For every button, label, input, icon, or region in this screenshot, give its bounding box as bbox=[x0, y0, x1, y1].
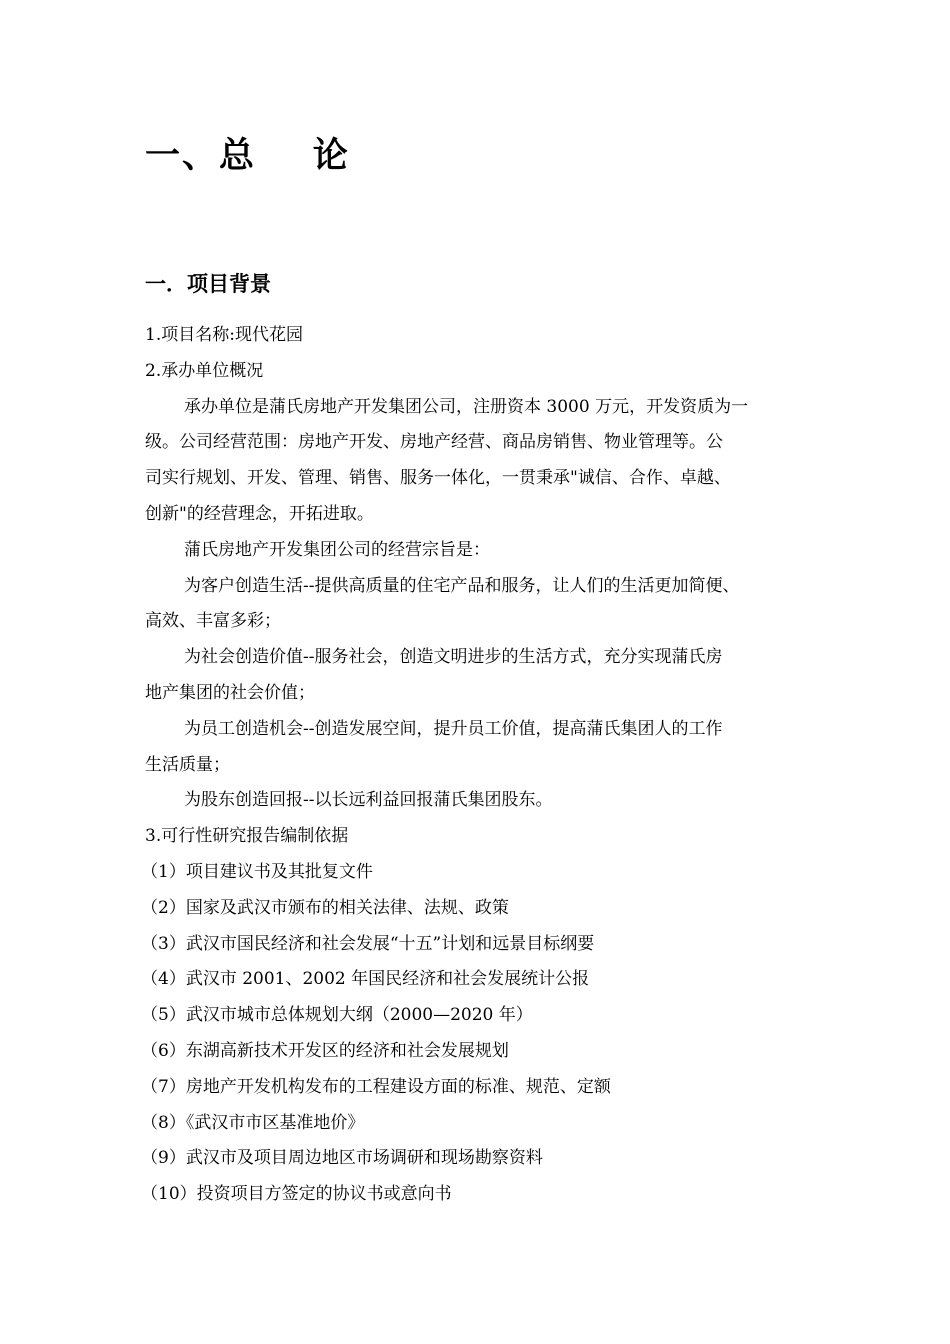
item-feasibility-basis: 3.可行性研究报告编制依据 bbox=[145, 826, 349, 847]
list-item: （6）东湖高新技术开发区的经济和社会发展规划 bbox=[141, 1040, 509, 1061]
list-item: （5）武汉市城市总体规划大纲（2000—2020 年） bbox=[141, 1005, 533, 1026]
paragraph-line: 地产集团的社会价值； bbox=[145, 682, 315, 703]
list-item: （2）国家及武汉市颁布的相关法律、法规、政策 bbox=[141, 897, 509, 918]
list-item: （8）《武汉市市区基准地价》 bbox=[141, 1112, 365, 1133]
chapter-title: 一、总 论 bbox=[145, 136, 350, 176]
paragraph-line: 级。公司经营范围：房地产开发、房地产经营、商品房销售、物业管理等。公 bbox=[145, 432, 723, 453]
list-item: （3）武汉市国民经济和社会发展“十五”计划和远景目标纲要 bbox=[141, 933, 595, 954]
item-project-name: 1.项目名称:现代花园 bbox=[145, 325, 303, 345]
paragraph-organizer bbox=[145, 390, 825, 533]
document-body bbox=[141, 318, 825, 1213]
item-organizer-overview: 2.承办单位概况 bbox=[145, 360, 264, 381]
paragraph-employees bbox=[145, 712, 825, 784]
paragraph-customer bbox=[145, 569, 825, 641]
paragraph-line: 为客户创造生活--提供高质量的住宅产品和服务，让人们的生活更加简便、 bbox=[184, 575, 740, 596]
paragraph-shareholders: 为股东创造回报--以长远利益回报蒲氏集团股东。 bbox=[184, 790, 553, 811]
section-title: 一．项目背景 bbox=[145, 272, 271, 296]
list-item: （1）项目建议书及其批复文件 bbox=[141, 861, 373, 882]
paragraph-line: 为社会创造价值--服务社会，创造文明进步的生活方式，充分实现蒲氏房 bbox=[184, 647, 723, 668]
paragraph-line: 生活质量； bbox=[145, 754, 230, 775]
paragraph-line: 创新"的经营理念，开拓进取。 bbox=[145, 503, 374, 524]
paragraph-line: 高效、丰富多彩； bbox=[145, 611, 281, 632]
paragraph-society bbox=[145, 640, 825, 712]
basis-list bbox=[141, 855, 825, 1213]
list-item: （9）武汉市及项目周边地区市场调研和现场勘察资料 bbox=[141, 1148, 543, 1169]
paragraph-purpose-intro: 蒲氏房地产开发集团公司的经营宗旨是： bbox=[184, 539, 490, 560]
list-item: （4）武汉市 2001、2002 年国民经济和社会发展统计公报 bbox=[141, 969, 590, 990]
list-item: （10）投资项目方签定的协议书或意向书 bbox=[141, 1184, 452, 1205]
paragraph-line: 为员工创造机会--创造发展空间，提升员工价值，提高蒲氏集团人的工作 bbox=[184, 718, 723, 739]
list-item: （7）房地产开发机构发布的工程建设方面的标准、规范、定额 bbox=[141, 1076, 611, 1097]
paragraph-line: 承办单位是蒲氏房地产开发集团公司，注册资本 3000 万元，开发资质为一 bbox=[184, 396, 749, 417]
paragraph-line: 司实行规划、开发、管理、销售、服务一体化，一贯秉承"诚信、合作、卓越、 bbox=[145, 468, 731, 489]
